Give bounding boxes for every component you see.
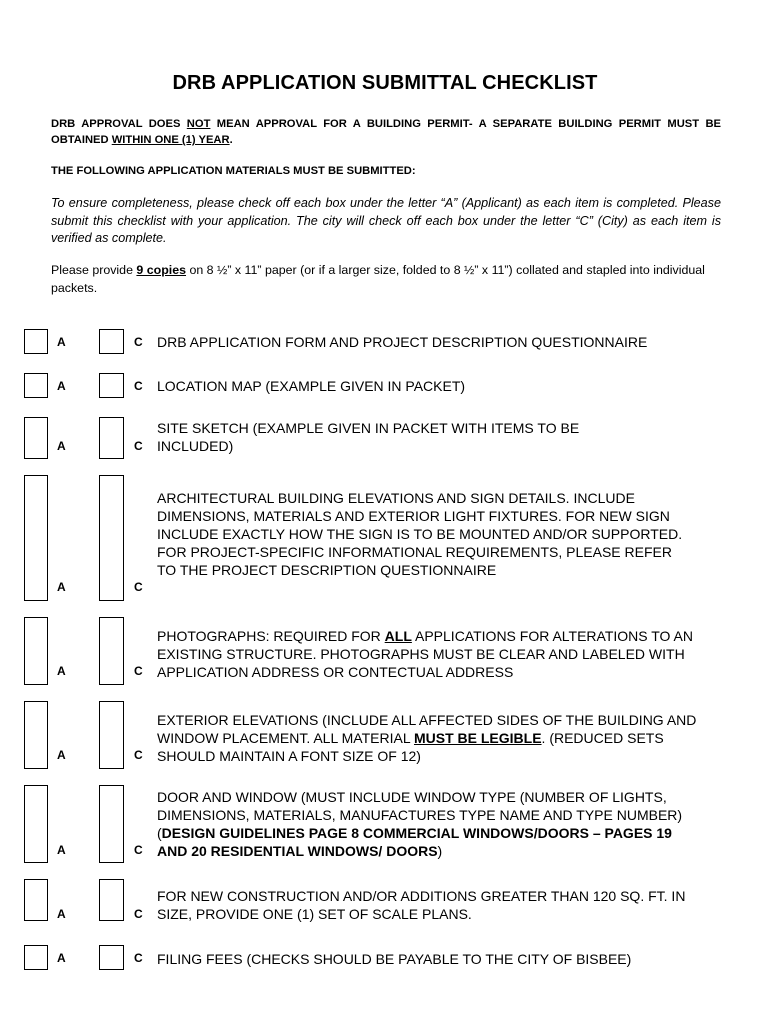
item-text-2: ) [437, 843, 443, 859]
item-text [157, 627, 702, 681]
applicant-checkbox[interactable] [24, 879, 48, 921]
city-label: C [134, 843, 143, 857]
approval-not: NOT [186, 118, 211, 130]
item-emphasis: MUST BE LEGIBLE [413, 730, 542, 746]
item-text: FILING FEES (CHECKS SHOULD BE PAYABLE TO THE CITY OF BISBEE) [157, 951, 632, 967]
item-text: SITE SKETCH (EXAMPLE GIVEN IN PACKET WITH ITEMS TO BE INCLUDED) [157, 420, 580, 454]
city-checkbox[interactable] [99, 785, 124, 863]
item-text-2: . (REDUCED SETS SHOULD MAINTAIN A FONT SIZE OF 12) [157, 730, 664, 764]
city-label: C [134, 379, 143, 393]
applicant-label: A [57, 843, 66, 857]
city-checkbox[interactable] [99, 475, 124, 601]
applicant-checkbox[interactable] [24, 417, 48, 459]
applicant-checkbox[interactable] [24, 373, 48, 398]
city-checkbox[interactable] [99, 329, 124, 354]
city-label: C [134, 664, 143, 678]
city-label: C [134, 580, 143, 594]
item-text: ARCHITECTURAL BUILDING ELEVATIONS AND SIGN DETAILS. INCLUDE DIMENSIONS, MATERIALS AND EXTERIOR LIGHT FIXTURES. FOR NEW SIGN INCLUDE EXACTLY HOW THE SIGN IS TO BE MOUNTED AND/OR SUPPORTED. FOR PROJECT-SPECIFIC INFORMATIONAL REQUIREMENTS, PLEASE REFER TO THE PROJECT DESCRIPTION QUESTIONNAIRE [157, 490, 683, 578]
applicant-label: A [57, 664, 66, 678]
applicant-label: A [57, 951, 66, 965]
item-text-1: PHOTOGRAPHS: REQUIRED FOR [157, 628, 385, 644]
city-checkbox[interactable] [99, 417, 124, 459]
item-text: DRB APPLICATION FORM AND PROJECT DESCRIPTION QUESTIONNAIRE [157, 334, 648, 350]
city-checkbox[interactable] [99, 945, 124, 970]
item-text: FOR NEW CONSTRUCTION AND/OR ADDITIONS GREATER THAN 120 SQ. FT. IN SIZE, PROVIDE ONE (1) SET OF SCALE PLANS. [157, 888, 686, 922]
approval-end: . [229, 134, 233, 146]
city-label: C [134, 907, 143, 921]
applicant-label: A [57, 379, 66, 393]
applicant-label: A [57, 748, 66, 762]
city-checkbox[interactable] [99, 879, 124, 921]
applicant-checkbox[interactable] [24, 329, 48, 354]
approval-text-1: DRB APPROVAL DOES [51, 118, 187, 130]
item-text: LOCATION MAP (EXAMPLE GIVEN IN PACKET) [157, 378, 466, 394]
item-text [157, 711, 705, 765]
applicant-label: A [57, 580, 66, 594]
item-text-1: EXTERIOR ELEVATIONS (INCLUDE ALL AFFECTED SIDES OF THE BUILDING AND WINDOW PLACEMENT. ALL MATERIAL [157, 712, 697, 746]
city-label: C [134, 748, 143, 762]
copies-text-1: Please provide [51, 263, 137, 277]
item-text [157, 788, 705, 860]
applicant-label: A [57, 439, 66, 453]
city-label: C [134, 335, 143, 349]
item-text-1: DOOR AND WINDOW (MUST INCLUDE WINDOW TYPE (NUMBER OF LIGHTS, DIMENSIONS, MATERIALS, MANUFACTURES TYPE NAME AND TYPE NUMBER) ( [157, 789, 683, 841]
city-checkbox[interactable] [99, 701, 124, 769]
applicant-label: A [57, 907, 66, 921]
approval-notice [51, 116, 721, 148]
applicant-checkbox[interactable] [24, 945, 48, 970]
applicant-label: A [57, 335, 66, 349]
city-label: C [134, 439, 143, 453]
copies-count: 9 copies [136, 263, 187, 277]
city-label: C [134, 951, 143, 965]
item-emphasis: DESIGN GUIDELINES PAGE 8 COMMERCIAL WINDOWS/DOORS – PAGES 19 AND 20 RESIDENTIAL WINDOWS/ DOORS [157, 825, 672, 859]
approval-within: WITHIN ONE (1) YEAR [111, 134, 230, 146]
city-checkbox[interactable] [99, 617, 124, 685]
applicant-checkbox[interactable] [24, 701, 48, 769]
materials-heading: THE FOLLOWING APPLICATION MATERIALS MUST BE SUBMITTED: [51, 165, 416, 177]
copies-paragraph [51, 262, 721, 297]
applicant-checkbox[interactable] [24, 785, 48, 863]
applicant-checkbox[interactable] [24, 475, 48, 601]
item-text-2: APPLICATIONS FOR ALTERATIONS TO AN EXISTING STRUCTURE. PHOTOGRAPHS MUST BE CLEAR AND LABELED WITH APPLICATION ADDRESS OR CONTECTUAL ADDRESS [157, 628, 693, 680]
page-title: DRB APPLICATION SUBMITTAL CHECKLIST [172, 72, 598, 94]
approval-text-2: MEAN APPROVAL FOR A BUILDING PERMIT- A SEPARATE BUILDING PERMIT MUST BE OBTAINED [51, 118, 721, 146]
instructions-paragraph: To ensure completeness, please check off each box under the letter “A” (Applicant) as each item is completed. Please submit this checklist with your application. The city will check off each box under the letter “C” (City) as each item is verified as complete. [51, 196, 721, 246]
applicant-checkbox[interactable] [24, 617, 48, 685]
copies-text-2: on 8 ½” x 11” paper (or if a larger size, folded to 8 ½” x 11”) collated and stapled into individual packets. [51, 263, 705, 295]
item-emphasis: ALL [384, 628, 412, 644]
city-checkbox[interactable] [99, 373, 124, 398]
